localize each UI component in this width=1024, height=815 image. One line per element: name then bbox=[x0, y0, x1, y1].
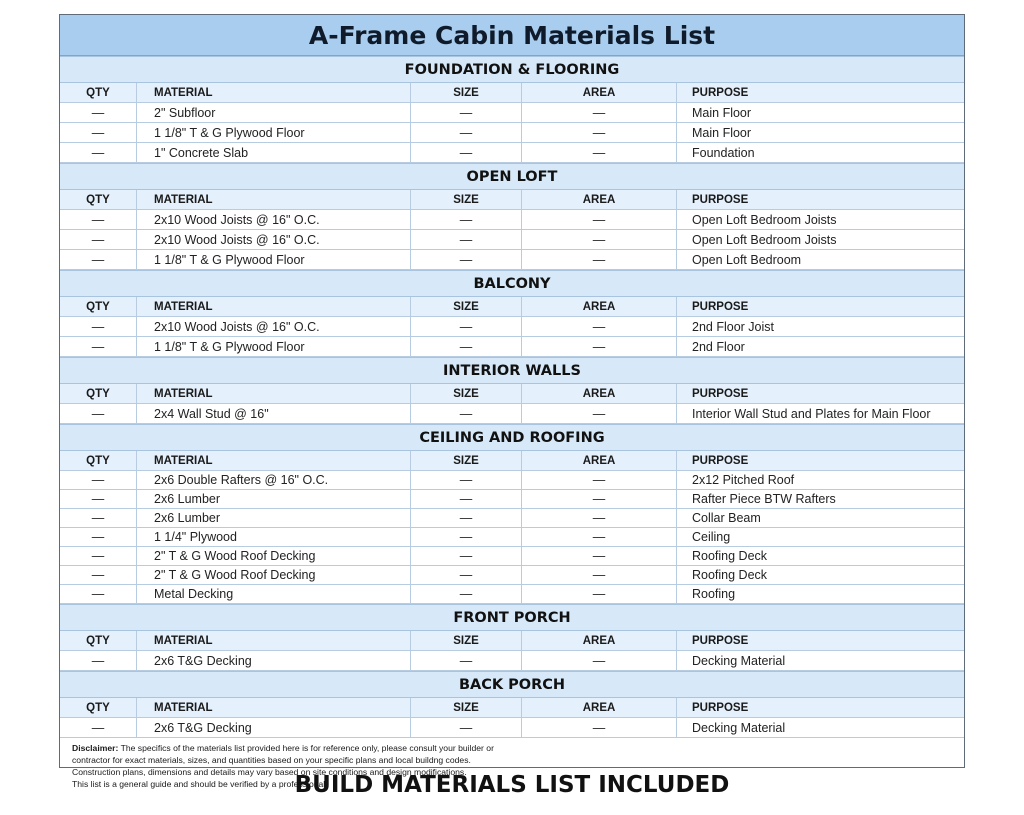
cell-purpose: Roofing Deck bbox=[692, 568, 768, 582]
cell-area: — bbox=[522, 210, 677, 229]
cell-qty: — bbox=[60, 490, 137, 508]
column-header-area: AREA bbox=[522, 384, 677, 403]
table-row bbox=[60, 210, 964, 230]
cell-material: 2x6 Lumber bbox=[137, 509, 411, 527]
cell-qty: — bbox=[60, 566, 137, 584]
cell-area: — bbox=[522, 103, 677, 122]
cell-area: — bbox=[522, 528, 677, 546]
cell-size: — bbox=[411, 528, 522, 546]
cell-area: — bbox=[522, 566, 677, 584]
cell-size: — bbox=[411, 471, 522, 489]
cell-size: — bbox=[411, 123, 522, 142]
column-header-size: SIZE bbox=[411, 190, 522, 209]
cell-material: 2" T & G Wood Roof Decking bbox=[137, 547, 411, 565]
column-header-purpose: PURPOSE bbox=[692, 300, 749, 313]
column-header-qty: QTY bbox=[60, 631, 137, 650]
cell-area: — bbox=[522, 404, 677, 423]
table-row bbox=[60, 123, 964, 143]
cell-material: Metal Decking bbox=[137, 585, 411, 603]
column-header-material: MATERIAL bbox=[137, 698, 411, 717]
footer-banner: BUILD MATERIALS LIST INCLUDED bbox=[294, 772, 730, 798]
cell-purpose: 2x12 Pitched Roof bbox=[692, 473, 795, 487]
cell-material: 1 1/4" Plywood bbox=[137, 528, 411, 546]
cell-qty: — bbox=[60, 718, 137, 737]
cell-area: — bbox=[522, 585, 677, 603]
cell-area: — bbox=[522, 471, 677, 489]
table-row bbox=[60, 317, 964, 337]
column-header-area: AREA bbox=[522, 698, 677, 717]
cell-purpose: Decking Material bbox=[692, 653, 786, 668]
cell-purpose: 2nd Floor bbox=[692, 339, 745, 354]
cell-area: — bbox=[522, 337, 677, 356]
table-row bbox=[60, 585, 964, 604]
cell-qty: — bbox=[60, 210, 137, 229]
disclaimer-line: Construction plans, dimensions and details may vary based on site conditions and design modifications. bbox=[72, 767, 467, 777]
disclaimer-line: contractor for exact materials, sizes, and quantities based on your specific plans and local buildng codes. bbox=[72, 755, 471, 765]
column-header-material: MATERIAL bbox=[137, 297, 411, 316]
table-row bbox=[60, 566, 964, 585]
cell-size: — bbox=[411, 210, 522, 229]
column-header-row bbox=[60, 451, 964, 471]
cell-purpose: Collar Beam bbox=[692, 511, 761, 525]
column-header-area: AREA bbox=[522, 190, 677, 209]
cell-material: 2x6 Lumber bbox=[137, 490, 411, 508]
cell-material: 1" Concrete Slab bbox=[137, 143, 411, 162]
cell-area: — bbox=[522, 123, 677, 142]
column-header-area: AREA bbox=[522, 83, 677, 102]
section-header: CEILING AND ROOFING bbox=[60, 424, 964, 451]
cell-area: — bbox=[522, 651, 677, 670]
column-header-row bbox=[60, 384, 964, 404]
cell-size: — bbox=[411, 509, 522, 527]
column-header-qty: QTY bbox=[60, 384, 137, 403]
cell-purpose: Main Floor bbox=[692, 125, 752, 140]
cell-qty: — bbox=[60, 230, 137, 249]
cell-size: — bbox=[411, 143, 522, 162]
cell-size: — bbox=[411, 566, 522, 584]
cell-qty: — bbox=[60, 651, 137, 670]
table-row bbox=[60, 547, 964, 566]
cell-qty: — bbox=[60, 123, 137, 142]
disclaimer-line: This list is a general guide and should be verified by a professional. bbox=[72, 779, 328, 789]
cell-qty: — bbox=[60, 103, 137, 122]
cell-size: — bbox=[411, 404, 522, 423]
column-header-row bbox=[60, 631, 964, 651]
column-header-size: SIZE bbox=[411, 451, 522, 470]
cell-material: 2x6 T&G Decking bbox=[137, 718, 411, 737]
cell-material: 1 1/8" T & G Plywood Floor bbox=[137, 337, 411, 356]
column-header-material: MATERIAL bbox=[137, 190, 411, 209]
column-header-size: SIZE bbox=[411, 631, 522, 650]
table-row bbox=[60, 103, 964, 123]
table-row bbox=[60, 250, 964, 270]
column-header-purpose: PURPOSE bbox=[692, 193, 749, 206]
cell-material: 2x4 Wall Stud @ 16" bbox=[137, 404, 411, 423]
section-header: BALCONY bbox=[60, 270, 964, 297]
table-row bbox=[60, 230, 964, 250]
cell-purpose: Interior Wall Stud and Plates for Main Floor bbox=[692, 406, 931, 421]
cell-purpose: 2nd Floor Joist bbox=[692, 319, 774, 334]
cell-purpose: Foundation bbox=[692, 145, 755, 160]
cell-material: 2" T & G Wood Roof Decking bbox=[137, 566, 411, 584]
cell-qty: — bbox=[60, 143, 137, 162]
cell-material: 2x6 Double Rafters @ 16" O.C. bbox=[137, 471, 411, 489]
table-row bbox=[60, 143, 964, 163]
cell-area: — bbox=[522, 317, 677, 336]
column-header-area: AREA bbox=[522, 631, 677, 650]
cell-size: — bbox=[411, 651, 522, 670]
cell-size: — bbox=[411, 317, 522, 336]
column-header-size: SIZE bbox=[411, 297, 522, 316]
cell-size: — bbox=[411, 230, 522, 249]
section-header: BACK PORCH bbox=[60, 671, 964, 698]
table-row bbox=[60, 404, 964, 424]
cell-material: 1 1/8" T & G Plywood Floor bbox=[137, 250, 411, 269]
cell-qty: — bbox=[60, 547, 137, 565]
column-header-row bbox=[60, 190, 964, 210]
cell-purpose: Roofing Deck bbox=[692, 549, 768, 563]
cell-size: — bbox=[411, 103, 522, 122]
cell-qty: — bbox=[60, 317, 137, 336]
cell-qty: — bbox=[60, 585, 137, 603]
cell-area: — bbox=[522, 143, 677, 162]
section-header: FOUNDATION & FLOORING bbox=[60, 56, 964, 83]
disclaimer-line: The specifics of the materials list provided here is for reference only, please consult your builder or bbox=[118, 743, 494, 753]
cell-size: — bbox=[411, 547, 522, 565]
column-header-material: MATERIAL bbox=[137, 631, 411, 650]
cell-material: 2x10 Wood Joists @ 16" O.C. bbox=[137, 230, 411, 249]
cell-qty: — bbox=[60, 250, 137, 269]
cell-area: — bbox=[522, 490, 677, 508]
column-header-purpose: PURPOSE bbox=[692, 701, 749, 714]
cell-material: 2x10 Wood Joists @ 16" O.C. bbox=[137, 317, 411, 336]
cell-qty: — bbox=[60, 509, 137, 527]
cell-purpose: Main Floor bbox=[692, 105, 752, 120]
section-header: FRONT PORCH bbox=[60, 604, 964, 631]
cell-purpose: Open Loft Bedroom Joists bbox=[692, 212, 837, 227]
column-header-row bbox=[60, 698, 964, 718]
table-row bbox=[60, 471, 964, 490]
column-header-material: MATERIAL bbox=[137, 451, 411, 470]
column-header-row bbox=[60, 83, 964, 103]
cell-purpose: Open Loft Bedroom Joists bbox=[692, 232, 837, 247]
column-header-material: MATERIAL bbox=[137, 83, 411, 102]
table-row bbox=[60, 528, 964, 547]
cell-qty: — bbox=[60, 404, 137, 423]
cell-purpose: Roofing bbox=[692, 587, 736, 601]
section-header: INTERIOR WALLS bbox=[60, 357, 964, 384]
cell-size: — bbox=[411, 337, 522, 356]
column-header-size: SIZE bbox=[411, 698, 522, 717]
cell-material: 2x6 T&G Decking bbox=[137, 651, 411, 670]
section-header: OPEN LOFT bbox=[60, 163, 964, 190]
table-row bbox=[60, 509, 964, 528]
column-header-qty: QTY bbox=[60, 297, 137, 316]
cell-area: — bbox=[522, 509, 677, 527]
column-header-size: SIZE bbox=[411, 384, 522, 403]
column-header-qty: QTY bbox=[60, 451, 137, 470]
cell-purpose: Ceiling bbox=[692, 530, 731, 544]
table-row bbox=[60, 337, 964, 357]
cell-material: 2" Subfloor bbox=[137, 103, 411, 122]
cell-qty: — bbox=[60, 528, 137, 546]
table-row bbox=[60, 651, 964, 671]
cell-purpose: Open Loft Bedroom bbox=[692, 252, 802, 267]
column-header-qty: QTY bbox=[60, 190, 137, 209]
column-header-purpose: PURPOSE bbox=[692, 387, 749, 400]
cell-size: — bbox=[411, 250, 522, 269]
cell-area: — bbox=[522, 230, 677, 249]
table-row bbox=[60, 718, 964, 738]
column-header-material: MATERIAL bbox=[137, 384, 411, 403]
column-header-purpose: PURPOSE bbox=[692, 86, 749, 99]
cell-material: 1 1/8" T & G Plywood Floor bbox=[137, 123, 411, 142]
table-row bbox=[60, 490, 964, 509]
disclaimer-label: Disclaimer: bbox=[72, 743, 119, 753]
cell-size: — bbox=[411, 718, 522, 737]
cell-qty: — bbox=[60, 471, 137, 489]
column-header-row bbox=[60, 297, 964, 317]
sections-container bbox=[60, 56, 964, 738]
cell-area: — bbox=[522, 250, 677, 269]
column-header-qty: QTY bbox=[60, 698, 137, 717]
cell-material: 2x10 Wood Joists @ 16" O.C. bbox=[137, 210, 411, 229]
column-header-area: AREA bbox=[522, 451, 677, 470]
cell-purpose: Decking Material bbox=[692, 720, 786, 735]
cell-area: — bbox=[522, 547, 677, 565]
column-header-purpose: PURPOSE bbox=[692, 454, 749, 467]
page-title: A-Frame Cabin Materials List bbox=[60, 15, 964, 56]
column-header-size: SIZE bbox=[411, 83, 522, 102]
column-header-qty: QTY bbox=[60, 83, 137, 102]
column-header-purpose: PURPOSE bbox=[692, 634, 749, 647]
cell-area: — bbox=[522, 718, 677, 737]
cell-qty: — bbox=[60, 337, 137, 356]
column-header-area: AREA bbox=[522, 297, 677, 316]
cell-purpose: Rafter Piece BTW Rafters bbox=[692, 492, 836, 506]
cell-size: — bbox=[411, 490, 522, 508]
cell-size: — bbox=[411, 585, 522, 603]
